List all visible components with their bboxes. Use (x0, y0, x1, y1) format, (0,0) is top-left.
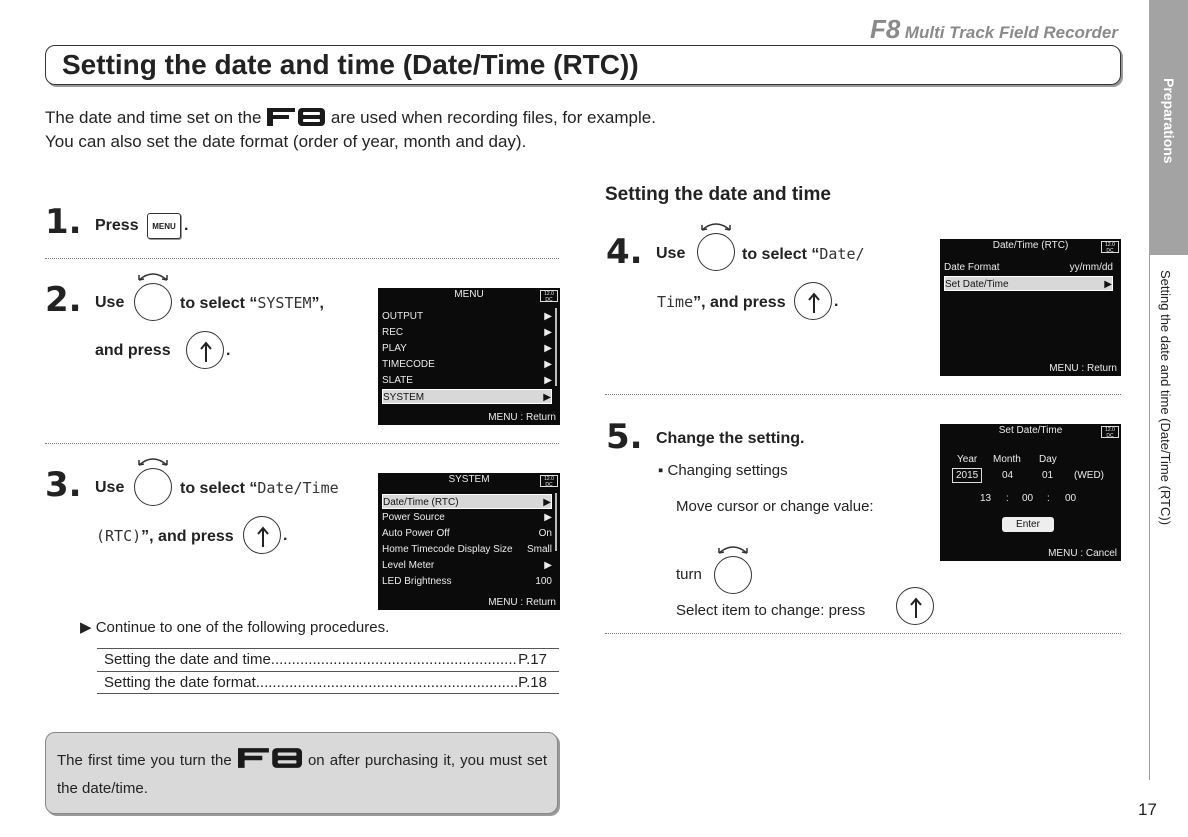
menu-key-label: MENU (152, 221, 176, 231)
battery-icon (1101, 241, 1119, 253)
side-tab-label (1150, 78, 1178, 188)
push-dial-icon (243, 516, 281, 554)
side-tab-text: Preparations (1161, 78, 1177, 164)
screen-system-footer: MENU : Return (488, 597, 556, 608)
second-field: 00 (1065, 493, 1077, 504)
system-item-value: Small (526, 544, 552, 555)
step4-to-select: to select “ (742, 246, 820, 263)
chevron-right-icon: ▶ (544, 512, 552, 523)
battery-icon (540, 475, 558, 487)
datetime-item-label: Set Date/Time (945, 279, 1009, 290)
day-field: 01 (1042, 470, 1054, 481)
step4-use-label: Use (656, 245, 686, 262)
system-item-home-timecode (382, 542, 552, 557)
screen-system (378, 473, 560, 610)
time-separator: : (1006, 493, 1009, 504)
system-item-label: LED Brightness (382, 576, 452, 587)
scrollbar (555, 493, 557, 551)
battery-icon (540, 290, 558, 302)
divider-step2 (45, 443, 559, 444)
step2-select-text (180, 294, 324, 313)
intro-line1-before: The date and time set on the (45, 108, 262, 127)
menu-item-rec (382, 325, 552, 340)
weekday-field: (WED) (1074, 470, 1104, 481)
menu-item-label: TIMECODE (382, 359, 435, 370)
reference-page: P.18 (518, 674, 547, 691)
brand-subtitle: Multi Track Field Recorder (904, 23, 1118, 42)
step2-to-select: to select “ (180, 295, 258, 312)
triangle-right-icon: ▶ (80, 619, 92, 636)
system-item-led-brightness (382, 574, 552, 589)
reference-label: Setting the date and time (104, 651, 271, 668)
f8-logo-icon (238, 748, 302, 768)
step5-number: 5. (606, 417, 643, 457)
system-item-label: Level Meter (382, 560, 435, 571)
step3-number: 3. (45, 465, 82, 505)
chevron-right-icon: ▶ (1104, 279, 1112, 290)
battery-label: 12.0 (1105, 242, 1115, 248)
divider-step4 (605, 394, 1121, 395)
screen-datetime-header: Date/Time (RTC) (992, 240, 1069, 251)
chevron-right-icon: ▶ (544, 327, 552, 338)
step3-to-select: to select “ (180, 480, 258, 497)
divider-step1 (45, 258, 559, 259)
menu-item-label: SYSTEM (383, 392, 425, 403)
push-dial-icon (794, 282, 832, 320)
datetime-item-date-format (944, 260, 1113, 275)
chevron-right-icon: ▶ (544, 560, 552, 571)
step3-close: ”, and press (141, 528, 234, 545)
datetime-item-set-date-time (944, 276, 1113, 291)
menu-item-label: OUTPUT (382, 311, 424, 322)
system-item-value: 100 (535, 576, 552, 587)
screen-datetime-rtc (940, 239, 1121, 376)
time-separator: : (1047, 493, 1050, 504)
system-item-label: Home Timecode Display Size (382, 544, 513, 555)
step4-select-cont (657, 293, 786, 312)
step5-title-text: Change the setting (656, 430, 801, 447)
battery-label: 12.0 (544, 476, 554, 482)
step4-number: 4. (606, 232, 643, 272)
brand-header (870, 14, 1118, 45)
screen-set-date-time (940, 424, 1121, 561)
menu-item-label: PLAY (382, 343, 407, 354)
col-year-label: Year (957, 454, 978, 465)
step2-and-press: and press (95, 342, 171, 359)
step2-number: 2. (45, 280, 82, 320)
battery-sub: DC (545, 297, 553, 303)
step2-close: ”, (311, 295, 324, 312)
step1-number: 1. (45, 202, 82, 242)
screen-datetime-footer: MENU : Return (1049, 363, 1117, 374)
system-item-label: Date/Time (RTC) (383, 497, 459, 508)
battery-sub: DC (1106, 433, 1114, 439)
scrollbar (555, 308, 557, 386)
step2-use-label: Use (95, 294, 125, 311)
reference-page: P.17 (518, 651, 547, 668)
battery-label: 12.0 (544, 291, 554, 297)
step3-item-part1: Date/Time (257, 479, 339, 497)
note-box (45, 732, 558, 814)
screen-system-header: SYSTEM (448, 474, 490, 485)
reference-label: Setting the date format (104, 674, 256, 691)
note-text-before: The first time you turn the (57, 752, 232, 769)
menu-item-output (382, 309, 552, 324)
system-item-value: On (538, 528, 552, 539)
step5-turn-text: turn (676, 566, 702, 583)
battery-icon (1101, 426, 1119, 438)
step4-item-part1: Date/ (819, 245, 865, 263)
dial-arrows-icon (717, 543, 749, 555)
step5-move-text: Move cursor or change value: (676, 498, 874, 515)
step4-end: . (834, 293, 839, 310)
page-number: 17 (1138, 800, 1157, 819)
system-item-label: Power Source (382, 512, 445, 523)
battery-label: 12.0 (1105, 427, 1115, 433)
step1-end: . (184, 217, 189, 234)
chevron-right-icon: ▶ (544, 343, 552, 354)
step5-end: . (800, 430, 805, 447)
chevron-right-icon: ▶ (543, 392, 551, 403)
year-field: 2015 (952, 468, 982, 483)
dial-arrows-icon (137, 455, 169, 467)
step4-item-part2: Time (657, 293, 694, 311)
dial-arrows-icon (700, 220, 732, 232)
battery-sub: DC (545, 482, 553, 488)
dial-icon (134, 468, 172, 506)
reference-table (97, 648, 559, 694)
menu-item-system (382, 389, 552, 404)
system-item-auto-power-off (382, 526, 552, 541)
step4-close: ”, and press (693, 294, 786, 311)
battery-sub: DC (1106, 248, 1114, 254)
enter-button: Enter (1002, 517, 1054, 532)
side-section-text: Setting the date and time (Date/Time (RTC)) (1158, 270, 1173, 526)
col-month-label: Month (993, 454, 1021, 465)
chevron-right-icon: ▶ (544, 359, 552, 370)
step3-select-text (180, 479, 339, 498)
minute-field: 00 (1022, 493, 1034, 504)
step2-item: SYSTEM (257, 294, 312, 312)
dial-arrows-icon (137, 270, 169, 282)
step5-title (656, 430, 804, 448)
dial-icon (714, 556, 752, 594)
screen-setdate-footer: MENU : Cancel (1048, 548, 1117, 559)
step5-select-text: Select item to change: press (676, 602, 866, 619)
step5-bullet: ▪ Changing settings (658, 462, 788, 479)
menu-item-label: SLATE (382, 375, 413, 386)
page-title: Setting the date and time (Date/Time (RTC)) (62, 49, 639, 80)
screen-menu-footer: MENU : Return (488, 412, 556, 423)
side-section-label (1152, 270, 1174, 570)
step1-press-label: Press (95, 217, 139, 234)
note-text-after: on after purchasing it, you must set the date/time. (57, 752, 548, 797)
dial-icon (697, 233, 735, 271)
reference-row (97, 648, 559, 671)
push-dial-icon (186, 331, 224, 369)
reference-row (97, 671, 559, 694)
step3-end: . (283, 527, 288, 544)
intro-line2: You can also set the date format (order of year, month and day). (45, 132, 527, 151)
continue-text: Continue to one of the following procedures. (95, 619, 390, 636)
continue-note (80, 618, 389, 636)
push-dial-icon (896, 587, 934, 625)
menu-key-icon (147, 213, 181, 239)
dial-icon (134, 283, 172, 321)
step3-select-cont (96, 527, 234, 546)
step3-use-label: Use (95, 479, 125, 496)
section-heading: Setting the date and time (605, 184, 831, 205)
col-day-label: Day (1039, 454, 1057, 465)
system-item-datetime (382, 494, 552, 509)
menu-item-slate (382, 373, 552, 388)
month-field: 04 (1002, 470, 1014, 481)
screen-menu-header: MENU (454, 289, 484, 300)
chevron-right-icon: ▶ (544, 311, 552, 322)
datetime-item-label: Date Format (944, 262, 1000, 273)
menu-item-timecode (382, 357, 552, 372)
system-item-level-meter (382, 558, 552, 573)
page-title-box (45, 45, 1121, 85)
intro-line1-after: are used when recording files, for example. (330, 108, 656, 127)
step4-select-text (742, 245, 865, 264)
menu-item-play (382, 341, 552, 356)
side-divider (1149, 255, 1150, 780)
f8-logo-icon (267, 108, 325, 126)
system-item-power-source (382, 510, 552, 525)
menu-item-label: REC (382, 327, 404, 338)
intro-text (45, 106, 656, 154)
divider-step5 (605, 633, 1121, 634)
hour-field: 13 (980, 493, 992, 504)
screen-menu (378, 288, 560, 425)
chevron-right-icon: ▶ (544, 375, 552, 386)
step2-end: . (226, 342, 231, 359)
step3-item-part2: (RTC) (96, 527, 142, 545)
brand-model: F8 (870, 14, 901, 44)
chevron-right-icon: ▶ (543, 497, 551, 508)
screen-setdate-header: Set Date/Time (998, 425, 1063, 436)
datetime-item-value: yy/mm/dd (1069, 262, 1113, 273)
system-item-label: Auto Power Off (382, 528, 450, 539)
